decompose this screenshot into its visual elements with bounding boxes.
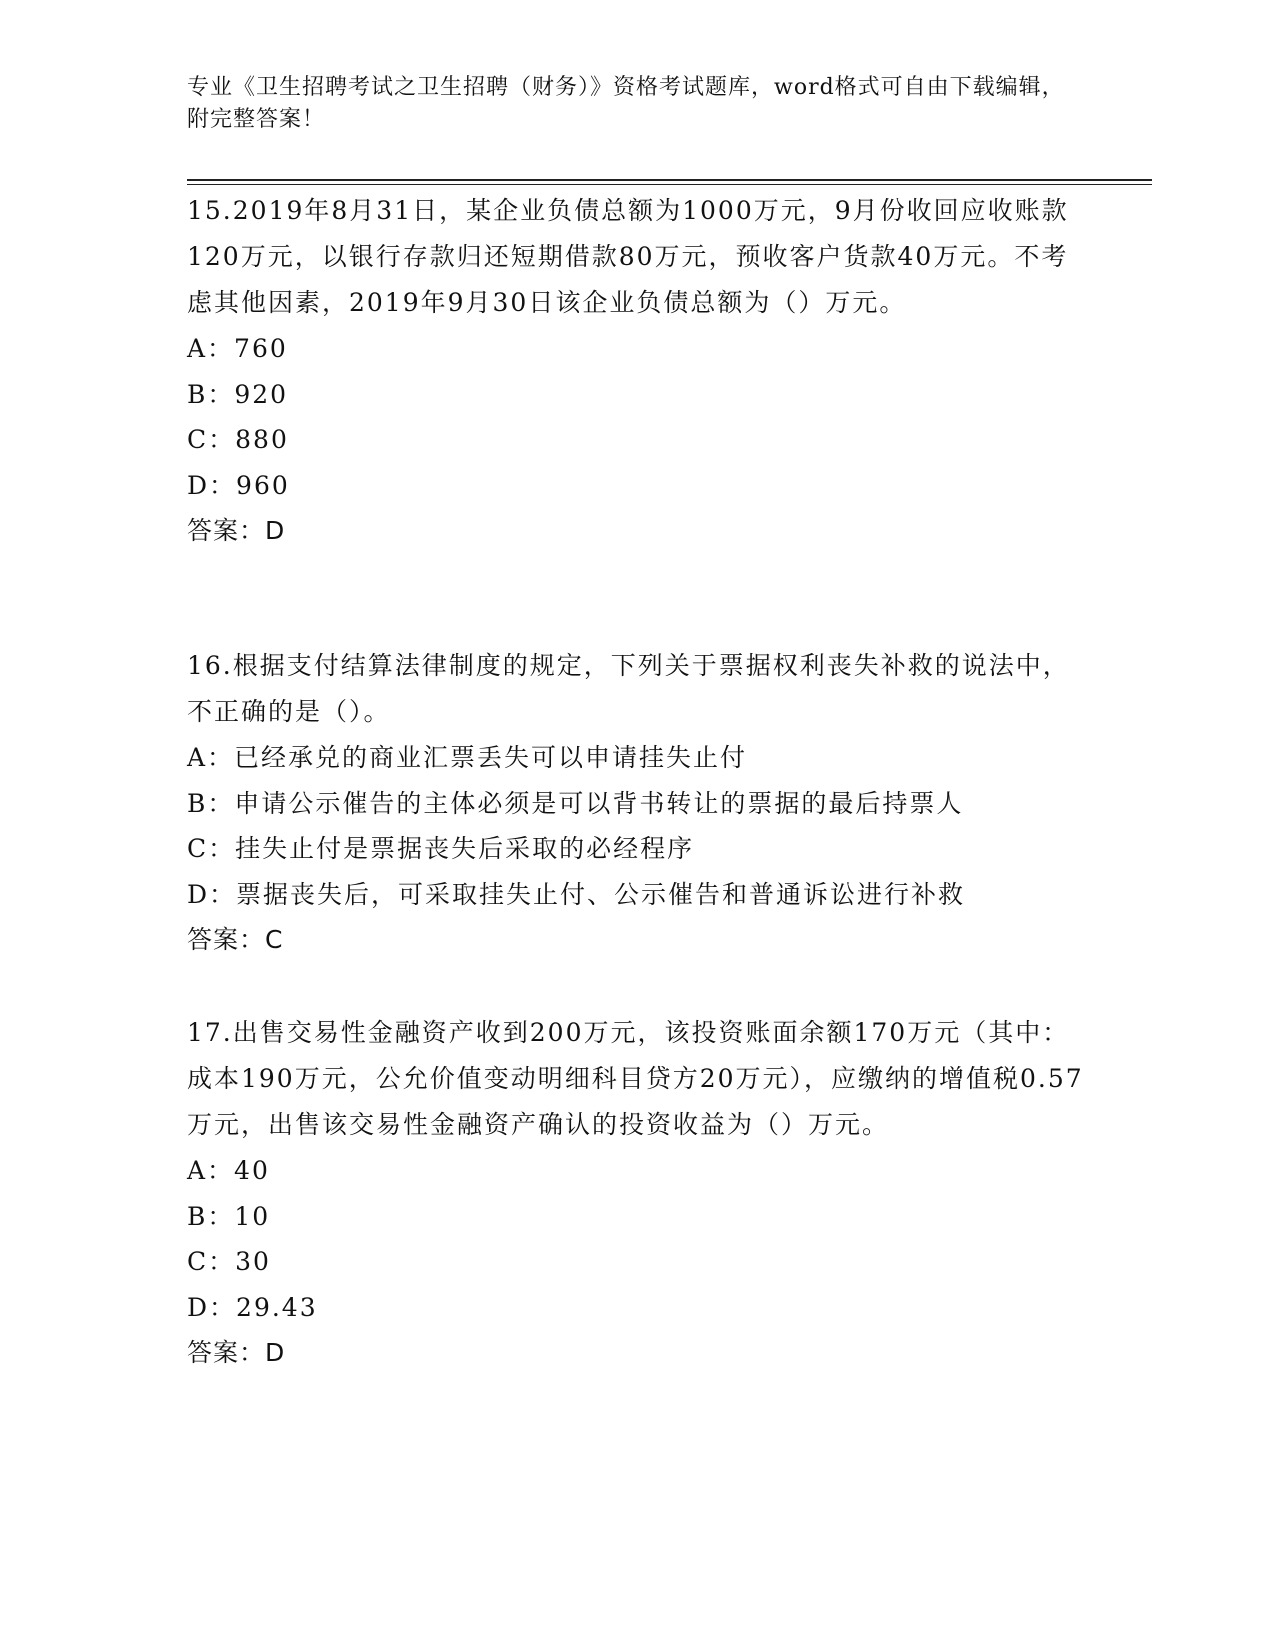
option-c: C：挂失止付是票据丧失后采取的必经程序 — [187, 834, 695, 863]
answer-line: 答案：D — [187, 516, 286, 545]
header-divider-thin — [187, 184, 1152, 185]
document-header: 专业《卫生招聘考试之卫生招聘（财务）》资格考试题库，word格式可自由下载编辑，附完整答案！ — [187, 75, 1065, 132]
option-b: B：10 — [187, 1201, 271, 1231]
option-d: D：960 — [187, 470, 290, 500]
option-c: C：880 — [187, 425, 289, 454]
header-divider-thick — [187, 179, 1152, 181]
question-stem: 17.出售交易性金融资产收到200万元，该投资账面余额170万元（其中：成本190万元，公允价值变动明细科目贷方20万元），应缴纳的增值税0.57万元，出售该交易性金融资产确认的投资收益为（）万元。 — [187, 1018, 1084, 1139]
option-d: D：29.43 — [187, 1292, 318, 1322]
answer-line: 答案：D — [187, 1338, 286, 1367]
option-a: A：40 — [187, 1156, 270, 1185]
question-17 — [187, 1010, 1087, 1376]
option-a: A：760 — [187, 334, 288, 363]
question-stem: 16.根据支付结算法律制度的规定，下列关于票据权利丧失补救的说法中，不正确的是（）。 — [187, 651, 1070, 726]
question-stem: 15.2019年8月31日，某企业负债总额为1000万元，9月份收回应收账款120万元，以银行存款归还短期借款80万元，预收客户货款40万元。不考虑其他因素，2019年9月30日该企业负债总额为（）万元。 — [187, 196, 1069, 317]
question-16 — [187, 643, 1087, 963]
option-a: A：已经承兑的商业汇票丢失可以申请挂失止付 — [187, 743, 748, 772]
question-15 — [187, 188, 1087, 554]
option-c: C：30 — [187, 1247, 271, 1276]
option-b: B：申请公示催告的主体必须是可以背书转让的票据的最后持票人 — [187, 788, 964, 818]
option-d: D：票据丧失后，可采取挂失止付、公示催告和普通诉讼进行补救 — [187, 879, 966, 909]
answer-line: 答案：C — [187, 925, 284, 954]
option-b: B：920 — [187, 379, 289, 409]
